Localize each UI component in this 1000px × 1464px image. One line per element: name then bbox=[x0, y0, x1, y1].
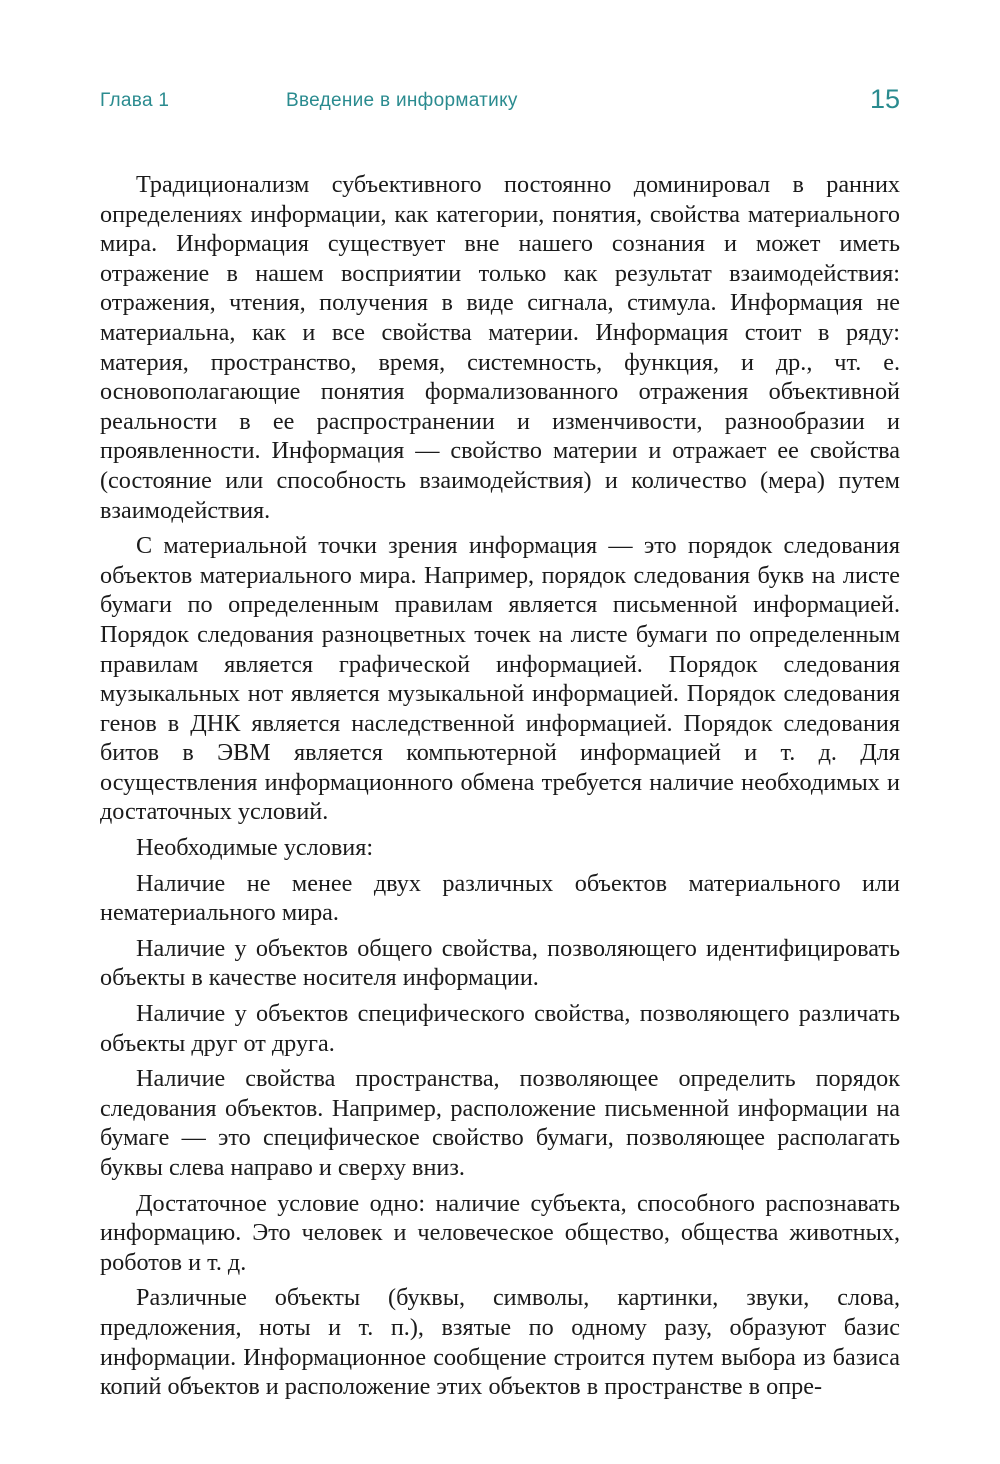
paragraph-condition-two-objects: Наличие не менее двух различных объектов материального или нематериального мира. bbox=[100, 869, 900, 927]
paragraph-traditionalism: Традиционализм субъективного постоянно доминировал в ранних определениях информации, как категории, понятия, свойства материального мира. Информация существует вне нашего сознания и может иметь отражение в нашем восприятии только как результат взаимодействия: отражения, чтения, получения в виде сигнала, стимула. Информация не материальна, как и все свойства материи. Информация стоит в ряду: материя, пространство, время, системность, функция, и др., чт. е. основополагающие понятия формализованного отражения объективной реальности в ее распространении и изменчивости, разнообразии и проявленности. Информация — свойство материи и отражает ее свойства (состояние или способность взаимодействия) и количество (мера) путем взаимодействия. bbox=[100, 171, 900, 524]
paragraph-information-basis: Различные объекты (буквы, символы, картинки, звуки, слова, предложения, ноты и т. п.), взятые по одному разу, образуют базис информации. Информационное сообщение строится путем выбора из базиса копий объектов и расположение этих объектов в пространстве в опре- bbox=[100, 1284, 900, 1401]
running-header bbox=[100, 84, 900, 120]
chapter-label: Глава 1 bbox=[100, 90, 170, 111]
paragraph-sufficient-condition: Достаточное условие одно: наличие субъекта, способного распознавать информацию. Это человек и человеческое общество, общества животных, роботов и т. д. bbox=[100, 1189, 900, 1276]
body-text bbox=[100, 170, 900, 1408]
paragraph-material-view: С материальной точки зрения информация — это порядок следования объектов материального мира. Например, порядок следования букв на листе бумаги по определенным правилам является письменной информацией. Порядок следования разноцветных точек на листе бумаги по определенным правилам является графической информацией. Порядок следования музыкальных нот является музыкальной информацией. Порядок следования генов в ДНК является наследственной информацией. Порядок следования битов в ЭВМ является компьютерной информацией и т. д. Для осуществления информационного обмена требуется наличие необходимых и достаточных условий. bbox=[100, 532, 900, 826]
paragraph-condition-specific-property: Наличие у объектов специфического свойства, позволяющего различать объекты друг от друга. bbox=[100, 1000, 900, 1057]
paragraph-necessary-conditions-heading: Необходимые условия: bbox=[136, 834, 374, 862]
chapter-title: Введение в информатику bbox=[286, 90, 518, 111]
paragraph-condition-common-property: Наличие у объектов общего свойства, позволяющего идентифицировать объекты в качестве носителя информации. bbox=[100, 934, 900, 992]
paragraph-condition-space-property: Наличие свойства пространства, позволяющее определить порядок следования объектов. Например, расположение письменной информации на бумаге — это специфическое свойство бумаги, позволяющее располагать буквы слева направо и сверху вниз. bbox=[100, 1065, 900, 1181]
page-number: 15 bbox=[869, 84, 900, 114]
